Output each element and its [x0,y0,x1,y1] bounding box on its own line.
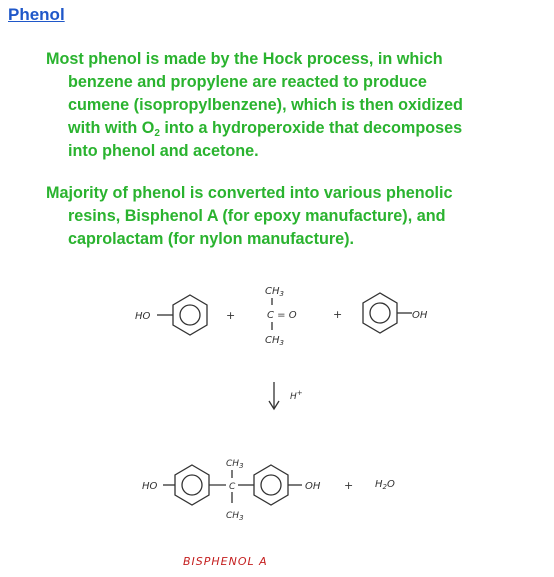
product-ch3-bottom [226,511,244,522]
paragraph1-line4-after: into a hydroperoxide that decomposes [159,119,463,137]
water-o: O [387,479,395,490]
acetone-ch3-bottom [265,335,284,347]
plus-1: + [226,309,236,322]
acetone-top-text: CH [265,286,280,297]
product-central-carbon: C [229,482,236,492]
paragraph2-line2: resins, Bisphenol A (for epoxy manufacture), and [68,207,446,225]
product-top-text: CH [226,459,240,469]
page-title: Phenol [8,5,65,24]
product-bottom-sub: 3 [239,514,244,522]
acetone-carbonyl: C = O [267,310,297,321]
catalyst-text: H [290,392,297,402]
paragraph1-line4-before: with with O [68,119,155,137]
product-ring-right [254,465,288,505]
paragraph1-line5: into phenol and acetone. [68,142,259,160]
paragraph2-line3: caprolactam (for nylon manufacture). [68,230,355,248]
product-ring-left [175,465,209,505]
paragraph1-line4-sub: 2 [154,128,160,139]
product-ch3-top [226,459,244,470]
water-sub: 2 [382,483,387,491]
aromatic-circle-right [370,303,390,323]
aromatic-circle-left [180,305,200,325]
product-top-sub: 3 [239,462,244,470]
acetone-bottom-text: CH [265,335,280,346]
product-label-ho: HO [142,481,158,492]
label-ho-left: HO [135,311,151,322]
paragraph2-line1: Majority of phenol is converted into various phenolic [46,184,453,202]
product-bottom-text: CH [226,511,240,521]
acetone-bottom-sub: 3 [279,339,284,347]
paragraph1-line3: cumene (isopropylbenzene), which is then oxidized [68,96,463,114]
paragraph1-line1: Most phenol is made by the Hock process, in which [46,50,443,68]
label-oh-right: OH [412,310,428,321]
catalyst-sup: + [296,389,303,397]
product-name-bisphenol-a: BISPHENOL A [183,555,268,568]
water-h: H [375,479,383,490]
benzene-ring-right [363,293,397,333]
paragraph1-line2: benzene and propylene are reacted to produce [68,73,427,91]
plus-2: + [333,308,343,321]
acetone-ch3-top [265,286,284,298]
acetone-top-sub: 3 [279,290,284,298]
product-label-oh: OH [305,481,321,492]
water-label [375,479,395,491]
product-aromatic-left [182,475,202,495]
product-aromatic-right [261,475,281,495]
plus-3: + [344,479,354,492]
benzene-ring-left [173,295,207,335]
catalyst-h-plus [290,389,303,402]
